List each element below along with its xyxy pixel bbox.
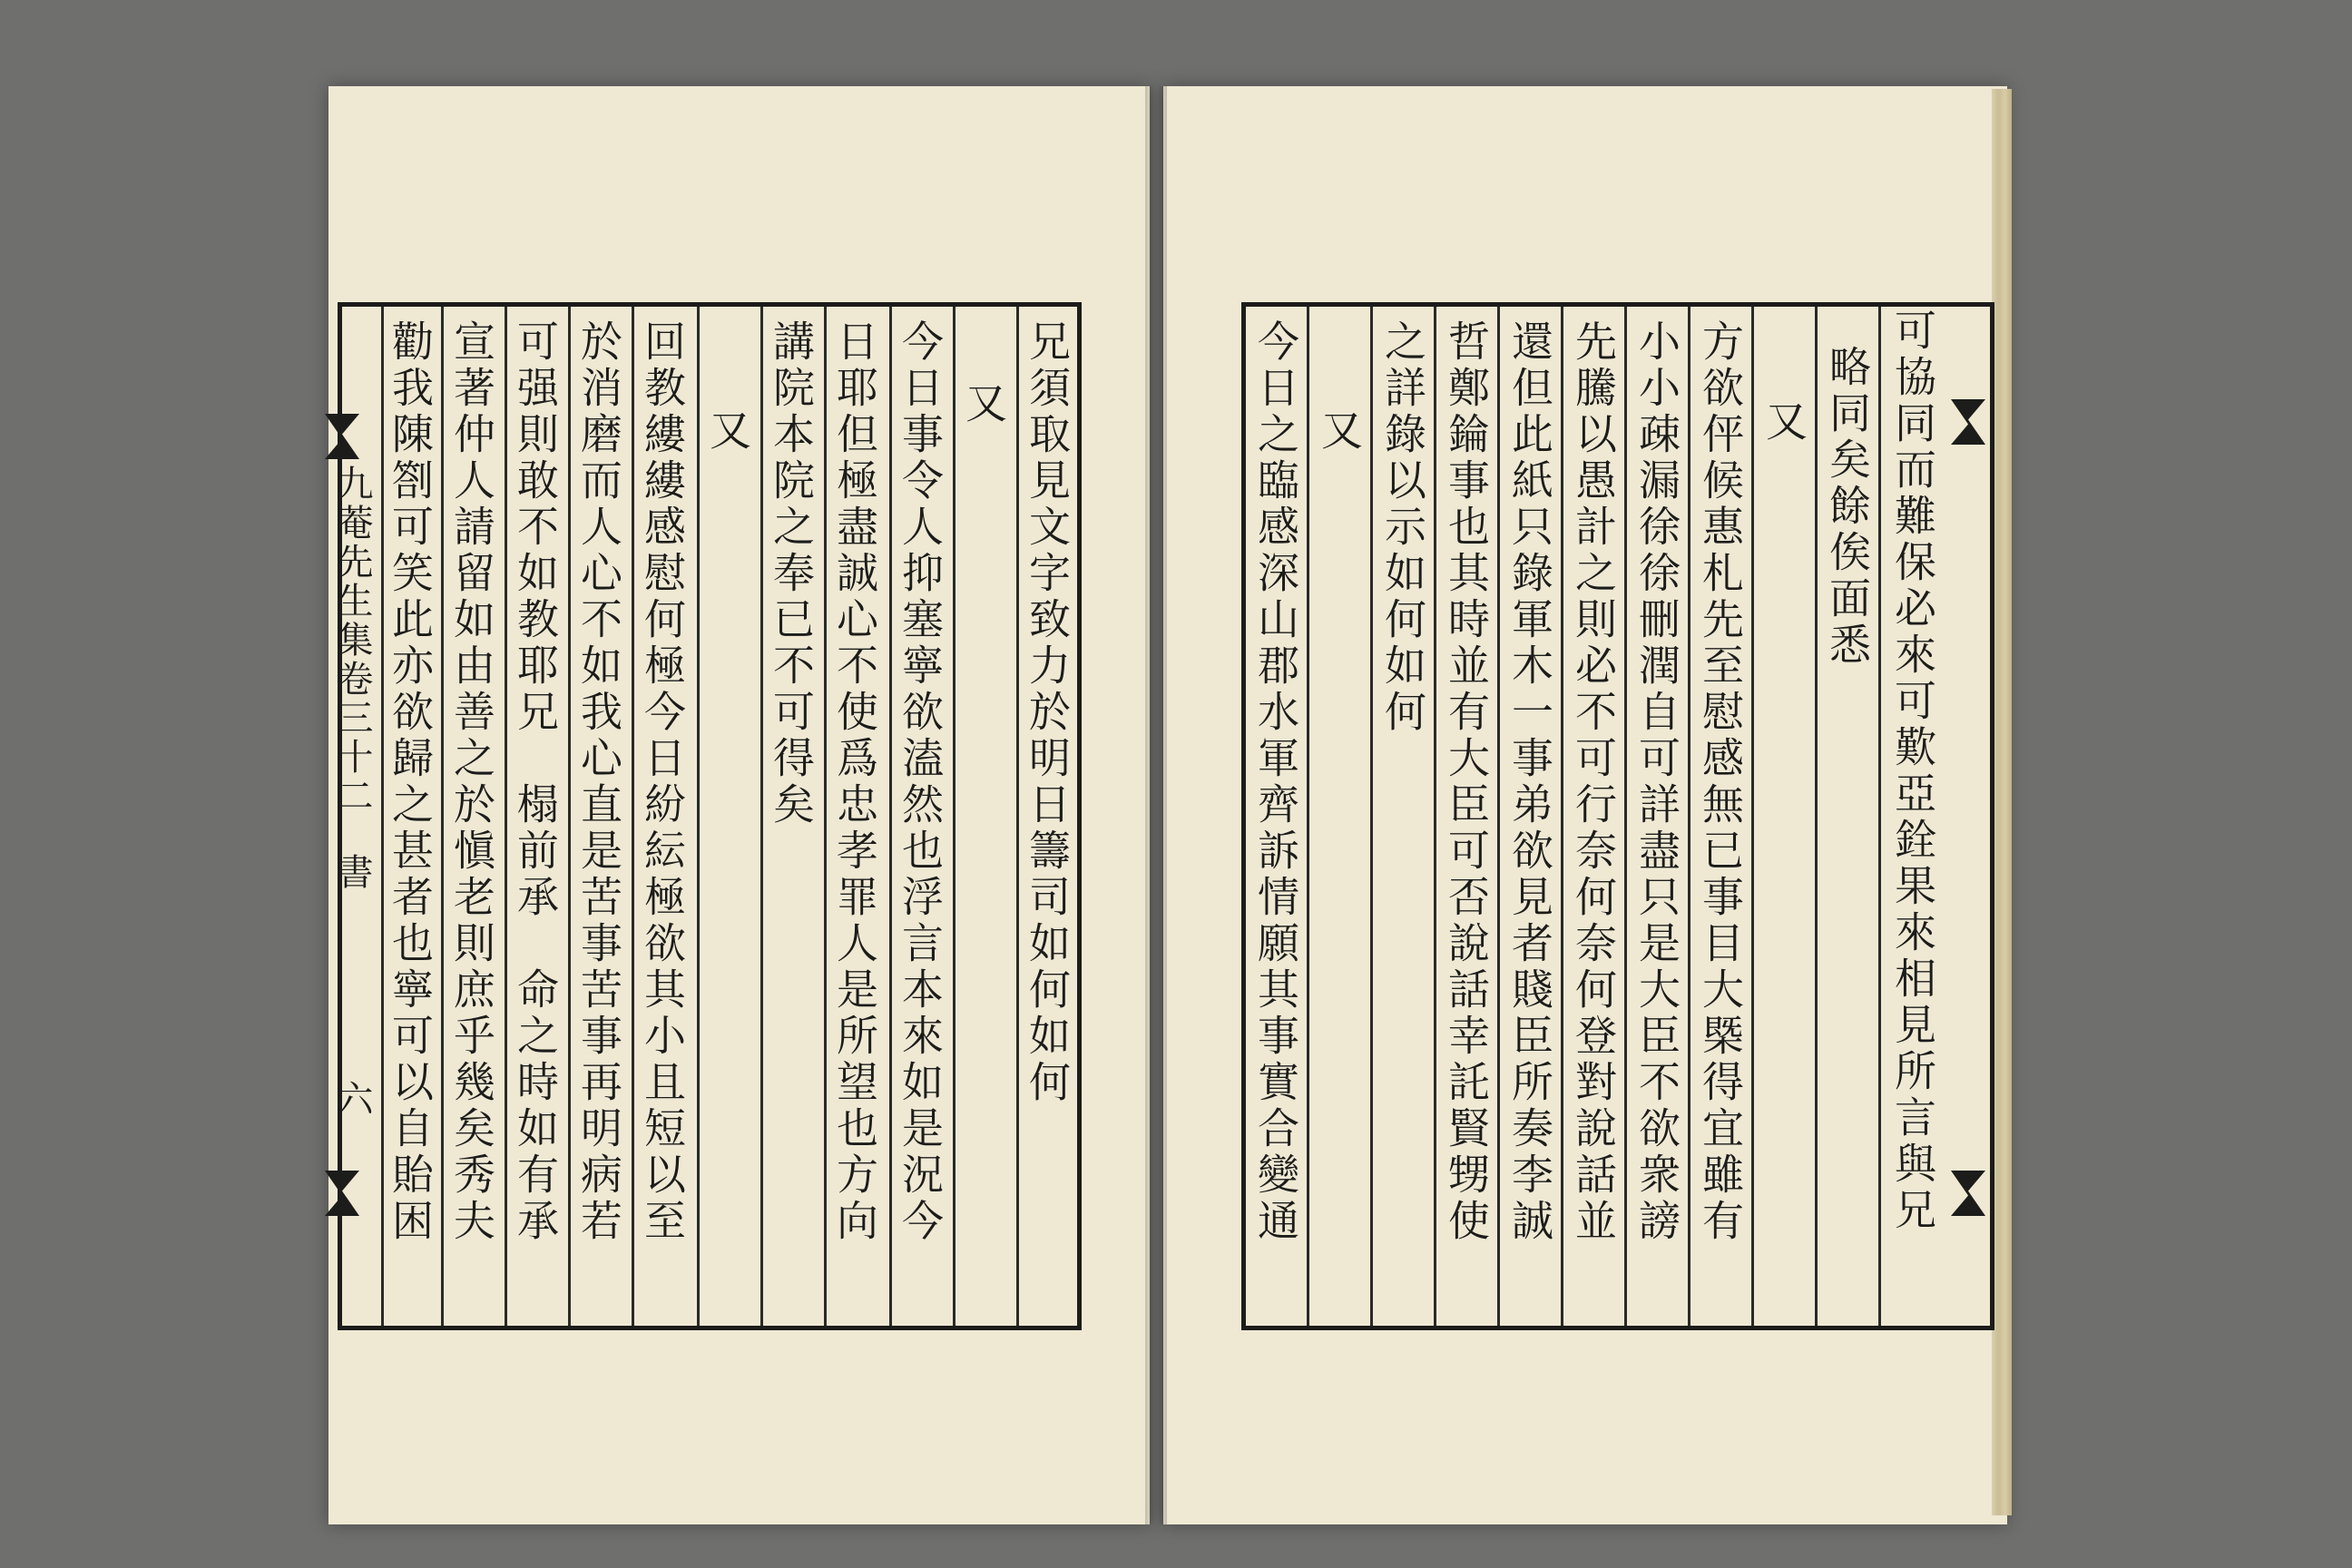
column-rule <box>632 307 634 1326</box>
text-column: 可强則敢不如教耶兄 榻前承 命之時如有承 <box>511 319 560 1245</box>
text-column: 又 <box>1759 399 1808 446</box>
column-rule <box>505 307 507 1326</box>
column-rule <box>1434 307 1436 1326</box>
text-column: 勸我陳劄可笑此亦欲歸之甚者也寧可以自貽困 <box>386 319 435 1245</box>
column-rule <box>1561 307 1563 1326</box>
column-rule <box>889 307 892 1326</box>
column-rule <box>1751 307 1754 1326</box>
column-rule <box>1307 307 1309 1326</box>
column-rule <box>1688 307 1690 1326</box>
column-rule <box>953 307 956 1326</box>
text-column: 先騰以愚計之則必不可行奈何奈何登對說話並 <box>1569 319 1618 1245</box>
column-rule <box>1815 307 1818 1326</box>
column-rule <box>381 307 384 1326</box>
text-column: 回教縷縷感慰何極今日紛紜極欲其小且短以至 <box>638 319 687 1245</box>
text-column: 小小疎漏徐徐刪潤自可詳盡只是大臣不欲衆謗 <box>1632 319 1681 1245</box>
column-rule <box>1497 307 1500 1326</box>
text-column: 於消磨而人心不如我心直是苦事苦事再明病若 <box>574 319 623 1245</box>
text-column: 日耶但極盡誠心不使爲忠孝罪人是所望也方向 <box>830 319 879 1245</box>
text-column: 哲鄭錀事也其時並有大臣可否說話幸託賢甥使 <box>1442 319 1491 1245</box>
column-rule <box>697 307 700 1326</box>
column-rule <box>1624 307 1627 1326</box>
column-rule <box>568 307 571 1326</box>
text-column: 還但此紙只錄軍木一事弟欲見者賤臣所奏李誠 <box>1505 319 1554 1245</box>
text-column: 之詳錄以示如何如何 <box>1378 319 1427 736</box>
page-number: 六 <box>331 1080 373 1119</box>
text-column: 又 <box>703 408 752 455</box>
section-label: 書 <box>331 853 373 892</box>
text-column: 宣著仲人請留如由善之於愼老則庶乎幾矣秀夫 <box>447 319 496 1245</box>
text-column: 今日之臨感深山郡水軍齊訴情願其事實合變通 <box>1251 319 1300 1245</box>
text-column: 兄須取見文字致力於明日籌司如何如何 <box>1023 319 1072 1106</box>
column-rule <box>441 307 444 1326</box>
text-column: 可協同而難保必來可歎亞銓果來相見所言與兄 <box>1888 309 1937 1234</box>
column-rule <box>760 307 763 1326</box>
column-rule <box>1878 307 1881 1326</box>
column-rule <box>824 307 827 1326</box>
column-rule <box>1370 307 1373 1326</box>
column-rule <box>1016 307 1019 1326</box>
text-column: 又 <box>959 381 1008 427</box>
page-edges <box>1992 89 2012 1515</box>
text-column: 又 <box>1315 408 1364 455</box>
book-title: 九菴先生集卷三十二 <box>331 465 373 816</box>
text-column: 略同矣餘俟面悉 <box>1823 345 1872 669</box>
text-column: 講院本院之奉已不可得矣 <box>767 319 816 828</box>
text-column: 今日事令人抑塞寧欲溘然也浮言本來如是況今 <box>896 319 945 1245</box>
book-gutter <box>1145 86 1167 1524</box>
text-column: 方欲伻候惠札先至慰感無已事目大槩得宜雖有 <box>1696 319 1745 1245</box>
